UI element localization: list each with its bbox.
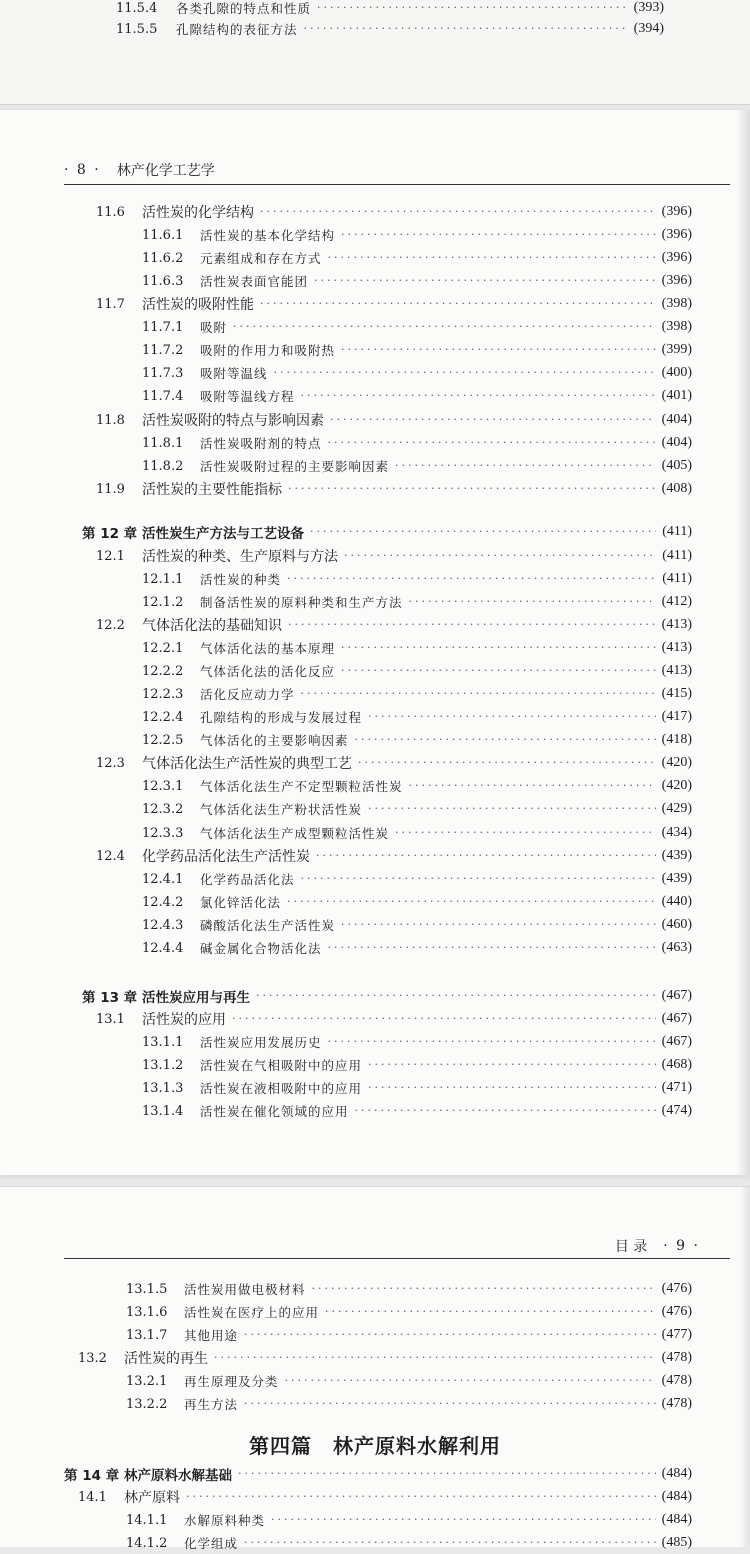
entry-title: 气体活化法生产成型颗粒活性炭	[200, 826, 390, 841]
entry-number: 13.1	[96, 1011, 125, 1027]
toc-subsection-entry	[142, 937, 692, 959]
entry-page-number: (398)	[661, 296, 692, 311]
entry-title: 化学药品活化法生产活性炭	[142, 849, 310, 865]
entry-number: 第 13 章	[82, 990, 138, 1006]
dot-leader	[368, 1054, 656, 1076]
entry-page-number: (396)	[661, 204, 692, 219]
toc-subsection-entry	[126, 1324, 692, 1346]
entry-number: 12.4.2	[142, 894, 184, 910]
entry-number: 12.2.3	[142, 686, 184, 702]
entry-number: 12.4.3	[142, 917, 184, 933]
dot-leader	[244, 1393, 656, 1415]
entry-number: 11.7.1	[142, 319, 184, 335]
entry-page-number: (468)	[661, 1057, 692, 1072]
toc-subsection-entry	[142, 224, 692, 246]
toc-section-entry	[78, 1486, 692, 1508]
entry-page-number: (463)	[661, 940, 692, 955]
dot-leader	[344, 545, 656, 567]
entry-page-number: (474)	[661, 1103, 692, 1118]
toc-subsection-entry	[142, 1054, 692, 1076]
entry-title: 活性炭应用发展历史	[200, 1035, 322, 1050]
entry-page-number: (417)	[661, 709, 692, 724]
dot-leader	[260, 201, 656, 223]
toc-subsection-entry	[116, 0, 664, 19]
header-rule	[64, 184, 730, 185]
entry-number: 13.2.2	[126, 1396, 168, 1412]
entry-number: 11.5.4	[116, 0, 158, 16]
entry-page-number: (411)	[662, 571, 692, 586]
entry-number: 13.1.3	[142, 1080, 184, 1096]
dot-leader	[304, 18, 628, 40]
entry-page-number: (418)	[661, 732, 692, 747]
entry-title: 气体活化法的基本原理	[200, 641, 336, 656]
toc-subsection-entry	[142, 339, 692, 361]
entry-page-number: (478)	[661, 1373, 692, 1388]
entry-number: 11.6.3	[142, 273, 184, 289]
entry-number: 12.4	[96, 848, 125, 864]
entry-number: 12.3	[96, 755, 125, 771]
entry-page-number: (404)	[661, 435, 692, 450]
dot-leader	[355, 1100, 656, 1122]
toc-section-entry	[96, 614, 692, 636]
entry-number: 13.1.4	[142, 1103, 184, 1119]
entry-title: 林产原料水解基础	[124, 1468, 232, 1484]
entry-page-number: (399)	[661, 342, 692, 357]
dot-leader	[233, 316, 656, 338]
toc-section-entry	[96, 545, 692, 567]
entry-title: 活性炭的基本化学结构	[200, 228, 336, 243]
dot-leader	[330, 409, 656, 431]
entry-page-number: (404)	[661, 412, 692, 427]
entry-page-number: (415)	[661, 686, 692, 701]
entry-title: 气体活化法生产活性炭的典型工艺	[142, 756, 352, 772]
header-rule	[64, 1258, 730, 1259]
header-title: 目 录	[614, 1239, 648, 1255]
entry-title: 再生方法	[184, 1397, 239, 1412]
entry-page-number: (411)	[662, 524, 692, 539]
entry-page-number: (467)	[661, 988, 692, 1003]
entry-number: 11.8.1	[142, 435, 184, 451]
toc-section-entry	[96, 409, 692, 431]
page-number: · 8 ·	[64, 162, 101, 178]
entry-number: 11.9	[96, 481, 125, 497]
dot-leader	[355, 729, 656, 751]
dot-leader	[274, 362, 656, 384]
entry-title: 吸附的作用力和吸附热	[200, 343, 336, 358]
entry-title: 活性炭的主要性能指标	[142, 482, 282, 498]
entry-number: 13.1.7	[126, 1327, 168, 1343]
page-number: · 9 ·	[663, 1238, 700, 1254]
entry-page-number: (398)	[661, 319, 692, 334]
toc-subsection-entry	[142, 798, 692, 820]
entry-number: 14.1.1	[126, 1512, 168, 1528]
page-9-header	[615, 1236, 700, 1256]
toc-subsection-entry	[142, 316, 692, 338]
dot-leader	[256, 985, 656, 1007]
entry-page-number: (467)	[661, 1011, 692, 1026]
entry-page-number: (401)	[661, 388, 692, 403]
toc-section-entry	[96, 1008, 692, 1030]
entry-number: 11.7.3	[142, 365, 184, 381]
entry-number: 12.2.5	[142, 732, 184, 748]
entry-page-number: (412)	[661, 594, 692, 609]
entry-number: 12.2.1	[142, 640, 184, 656]
entry-title: 活性炭的种类、生产原料与方法	[142, 549, 338, 565]
entry-page-number: (484)	[661, 1512, 692, 1527]
entry-title: 活性炭吸附剂的特点	[200, 436, 322, 451]
entry-page-number: (396)	[661, 273, 692, 288]
dot-leader	[314, 270, 656, 292]
toc-subsection-entry	[142, 1100, 692, 1122]
entry-number: 11.7.4	[142, 388, 184, 404]
dot-leader	[341, 224, 656, 246]
entry-number: 12.1	[96, 548, 125, 564]
entry-number: 13.1.6	[126, 1304, 168, 1320]
entry-number: 12.4.4	[142, 940, 184, 956]
toc-subsection-entry	[142, 891, 692, 913]
toc-subsection-entry	[116, 18, 664, 40]
entry-title: 其他用途	[184, 1328, 239, 1343]
dot-leader	[341, 660, 656, 682]
entry-title: 活性炭吸附的特点与影响因素	[142, 413, 324, 429]
dot-leader	[325, 1301, 656, 1323]
entry-title: 活性炭的再生	[124, 1351, 208, 1367]
toc-subsection-entry	[142, 455, 692, 477]
entry-page-number: (400)	[661, 365, 692, 380]
entry-number: 12.4.1	[142, 871, 184, 887]
toc-section-entry	[96, 752, 692, 774]
entry-title: 气体活化的主要影响因素	[200, 733, 349, 748]
toc-subsection-entry	[126, 1278, 692, 1300]
entry-page-number: (476)	[661, 1281, 692, 1296]
toc-subsection-entry	[142, 385, 692, 407]
entry-number: 12.2	[96, 617, 125, 633]
entry-page-number: (405)	[661, 458, 692, 473]
entry-number: 第 14 章	[64, 1468, 120, 1484]
entry-number: 第 12 章	[82, 526, 138, 542]
entry-title: 林产原料	[124, 1490, 180, 1506]
dot-leader	[358, 752, 656, 774]
toc-section-entry	[78, 1347, 692, 1369]
entry-title: 活性炭在医疗上的应用	[184, 1305, 320, 1320]
entry-title: 吸附等温线方程	[200, 389, 295, 404]
entry-page-number: (471)	[661, 1080, 692, 1095]
toc-subsection-entry	[126, 1301, 692, 1323]
entry-title: 气体活化法生产粉状活性炭	[200, 802, 363, 817]
dot-leader	[328, 247, 656, 269]
book-title: 林产化学工艺学	[116, 163, 215, 179]
entry-number: 12.1.2	[142, 594, 184, 610]
toc-subsection-entry	[142, 1031, 692, 1053]
entry-title: 各类孔隙的特点和性质	[176, 1, 312, 16]
toc-subsection-entry	[142, 683, 692, 705]
entry-title: 活性炭在催化领域的应用	[200, 1104, 349, 1119]
entry-title: 活性炭在液相吸附中的应用	[200, 1081, 363, 1096]
dot-leader	[341, 637, 656, 659]
entry-number: 11.6.2	[142, 250, 184, 266]
toc-subsection-entry	[126, 1370, 692, 1392]
entry-title: 元素组成和存在方式	[200, 251, 322, 266]
toc-subsection-entry	[142, 591, 692, 613]
dot-leader	[288, 614, 656, 636]
entry-title: 活性炭生产方法与工艺设备	[142, 526, 304, 542]
toc-section-entry	[96, 845, 692, 867]
entry-number: 11.7.2	[142, 342, 184, 358]
toc-subsection-entry	[126, 1393, 692, 1415]
dot-leader	[287, 568, 656, 590]
entry-page-number: (413)	[661, 640, 692, 655]
entry-number: 13.1.2	[142, 1057, 184, 1073]
toc-subsection-entry	[142, 822, 692, 844]
entry-page-number: (467)	[661, 1034, 692, 1049]
entry-page-number: (429)	[661, 801, 692, 816]
dot-leader	[368, 798, 656, 820]
dot-leader	[312, 1278, 656, 1300]
entry-title: 水解原料种类	[184, 1513, 266, 1528]
toc-subsection-entry	[142, 660, 692, 682]
entry-page-number: (396)	[661, 250, 692, 265]
toc-subsection-entry	[142, 706, 692, 728]
toc-subsection-entry	[142, 568, 692, 590]
entry-page-number: (476)	[661, 1304, 692, 1319]
toc-subsection-entry	[142, 637, 692, 659]
entry-title: 气体活化法生产不定型颗粒活性炭	[200, 779, 403, 794]
entry-page-number: (413)	[661, 617, 692, 632]
entry-title: 活性炭的应用	[142, 1012, 226, 1028]
entry-page-number: (485)	[661, 1535, 692, 1550]
entry-page-number: (477)	[661, 1327, 692, 1342]
entry-number: 14.1	[78, 1489, 107, 1505]
toc-subsection-entry	[142, 868, 692, 890]
dot-leader	[244, 1324, 656, 1346]
toc-subsection-entry	[142, 729, 692, 751]
entry-number: 13.2	[78, 1350, 107, 1366]
entry-number: 11.7	[96, 296, 125, 312]
entry-title: 活性炭的种类	[200, 572, 282, 587]
entry-title: 化学药品活化法	[200, 872, 295, 887]
dot-leader	[301, 868, 656, 890]
entry-page-number: (393)	[633, 0, 664, 15]
dot-leader	[409, 591, 656, 613]
toc-section-entry	[96, 201, 692, 223]
part-title: 第四篇 林产原料水解利用	[249, 1434, 501, 1458]
dot-leader	[186, 1486, 656, 1508]
dot-leader	[271, 1509, 656, 1531]
entry-number: 13.1.5	[126, 1281, 168, 1297]
dot-leader	[341, 914, 656, 936]
entry-page-number: (484)	[661, 1466, 692, 1481]
entry-title: 活性炭用做电极材料	[184, 1282, 306, 1297]
entry-number: 12.2.2	[142, 663, 184, 679]
entry-title: 孔隙结构的形成与发展过程	[200, 710, 363, 725]
entry-number: 12.3.1	[142, 778, 184, 794]
entry-page-number: (413)	[661, 663, 692, 678]
entry-page-number: (478)	[661, 1396, 692, 1411]
entry-title: 孔隙结构的表征方法	[176, 22, 298, 37]
toc-subsection-entry	[126, 1509, 692, 1531]
entry-title: 活化反应动力学	[200, 687, 295, 702]
entry-number: 12.3.2	[142, 801, 184, 817]
toc-subsection-entry	[142, 362, 692, 384]
entry-title: 活性炭表面官能团	[200, 274, 309, 289]
entry-page-number: (439)	[661, 848, 692, 863]
entry-page-number: (478)	[661, 1350, 692, 1365]
page-8-header	[64, 160, 215, 180]
entry-number: 11.8.2	[142, 458, 184, 474]
entry-page-number: (439)	[661, 871, 692, 886]
entry-page-number: (460)	[661, 917, 692, 932]
entry-number: 11.5.5	[116, 21, 158, 37]
entry-number: 11.6	[96, 204, 125, 220]
entry-number: 12.1.1	[142, 571, 184, 587]
dot-leader	[287, 891, 656, 913]
entry-page-number: (440)	[661, 894, 692, 909]
dot-leader	[328, 432, 656, 454]
dot-leader	[232, 1008, 656, 1030]
dot-leader	[238, 1463, 656, 1485]
dot-leader	[317, 0, 628, 19]
dot-leader	[260, 293, 656, 315]
toc-chapter-entry	[64, 1463, 692, 1485]
entry-title: 气体活化法的活化反应	[200, 664, 336, 679]
toc-subsection-entry	[126, 1532, 692, 1554]
entry-title: 化学组成	[184, 1536, 239, 1551]
toc-subsection-entry	[142, 1077, 692, 1099]
dot-leader	[395, 822, 656, 844]
dot-leader	[310, 521, 656, 543]
entry-title: 碱金属化合物活化法	[200, 941, 322, 956]
dot-leader	[301, 683, 656, 705]
toc-subsection-entry	[142, 775, 692, 797]
entry-page-number: (484)	[661, 1489, 692, 1504]
toc-subsection-entry	[142, 914, 692, 936]
entry-title: 氯化锌活化法	[200, 895, 282, 910]
entry-title: 磷酸活化法生产活性炭	[200, 918, 336, 933]
entry-page-number: (420)	[661, 755, 692, 770]
toc-section-entry	[96, 478, 692, 500]
toc-section-entry	[96, 293, 692, 315]
dot-leader	[244, 1532, 656, 1554]
toc-subsection-entry	[142, 432, 692, 454]
dot-leader	[328, 937, 656, 959]
entry-page-number: (434)	[661, 825, 692, 840]
entry-title: 再生原理及分类	[184, 1374, 279, 1389]
entry-title: 活性炭应用与再生	[142, 990, 250, 1006]
entry-title: 活性炭的吸附性能	[142, 297, 254, 313]
dot-leader	[368, 706, 656, 728]
entry-number: 12.2.4	[142, 709, 184, 725]
entry-page-number: (408)	[661, 481, 692, 496]
entry-title: 活性炭在气相吸附中的应用	[200, 1058, 363, 1073]
toc-chapter-entry	[82, 521, 692, 543]
entry-title: 制备活性炭的原料种类和生产方法	[200, 595, 403, 610]
dot-leader	[316, 845, 656, 867]
entry-page-number: (396)	[661, 227, 692, 242]
entry-title: 活性炭吸附过程的主要影响因素	[200, 459, 390, 474]
entry-number: 13.1.1	[142, 1034, 184, 1050]
dot-leader	[368, 1077, 656, 1099]
dot-leader	[409, 775, 656, 797]
toc-chapter-entry	[82, 985, 692, 1007]
dot-leader	[214, 1347, 656, 1369]
entry-title: 吸附	[200, 320, 228, 335]
entry-page-number: (420)	[661, 778, 692, 793]
toc-subsection-entry	[142, 247, 692, 269]
entry-title: 吸附等温线	[200, 366, 268, 381]
entry-number: 14.1.2	[126, 1535, 168, 1551]
dot-leader	[285, 1370, 656, 1392]
entry-title: 气体活化法的基础知识	[142, 618, 282, 634]
dot-leader	[341, 339, 656, 361]
dot-leader	[328, 1031, 656, 1053]
entry-title: 活性炭的化学结构	[142, 205, 254, 221]
entry-page-number: (394)	[633, 21, 664, 36]
entry-page-number: (411)	[662, 548, 692, 563]
toc-subsection-entry	[142, 270, 692, 292]
entry-number: 13.2.1	[126, 1373, 168, 1389]
entry-number: 12.3.3	[142, 825, 184, 841]
dot-leader	[288, 478, 656, 500]
dot-leader	[395, 455, 656, 477]
entry-number: 11.6.1	[142, 227, 184, 243]
entry-number: 11.8	[96, 412, 125, 428]
dot-leader	[301, 385, 656, 407]
